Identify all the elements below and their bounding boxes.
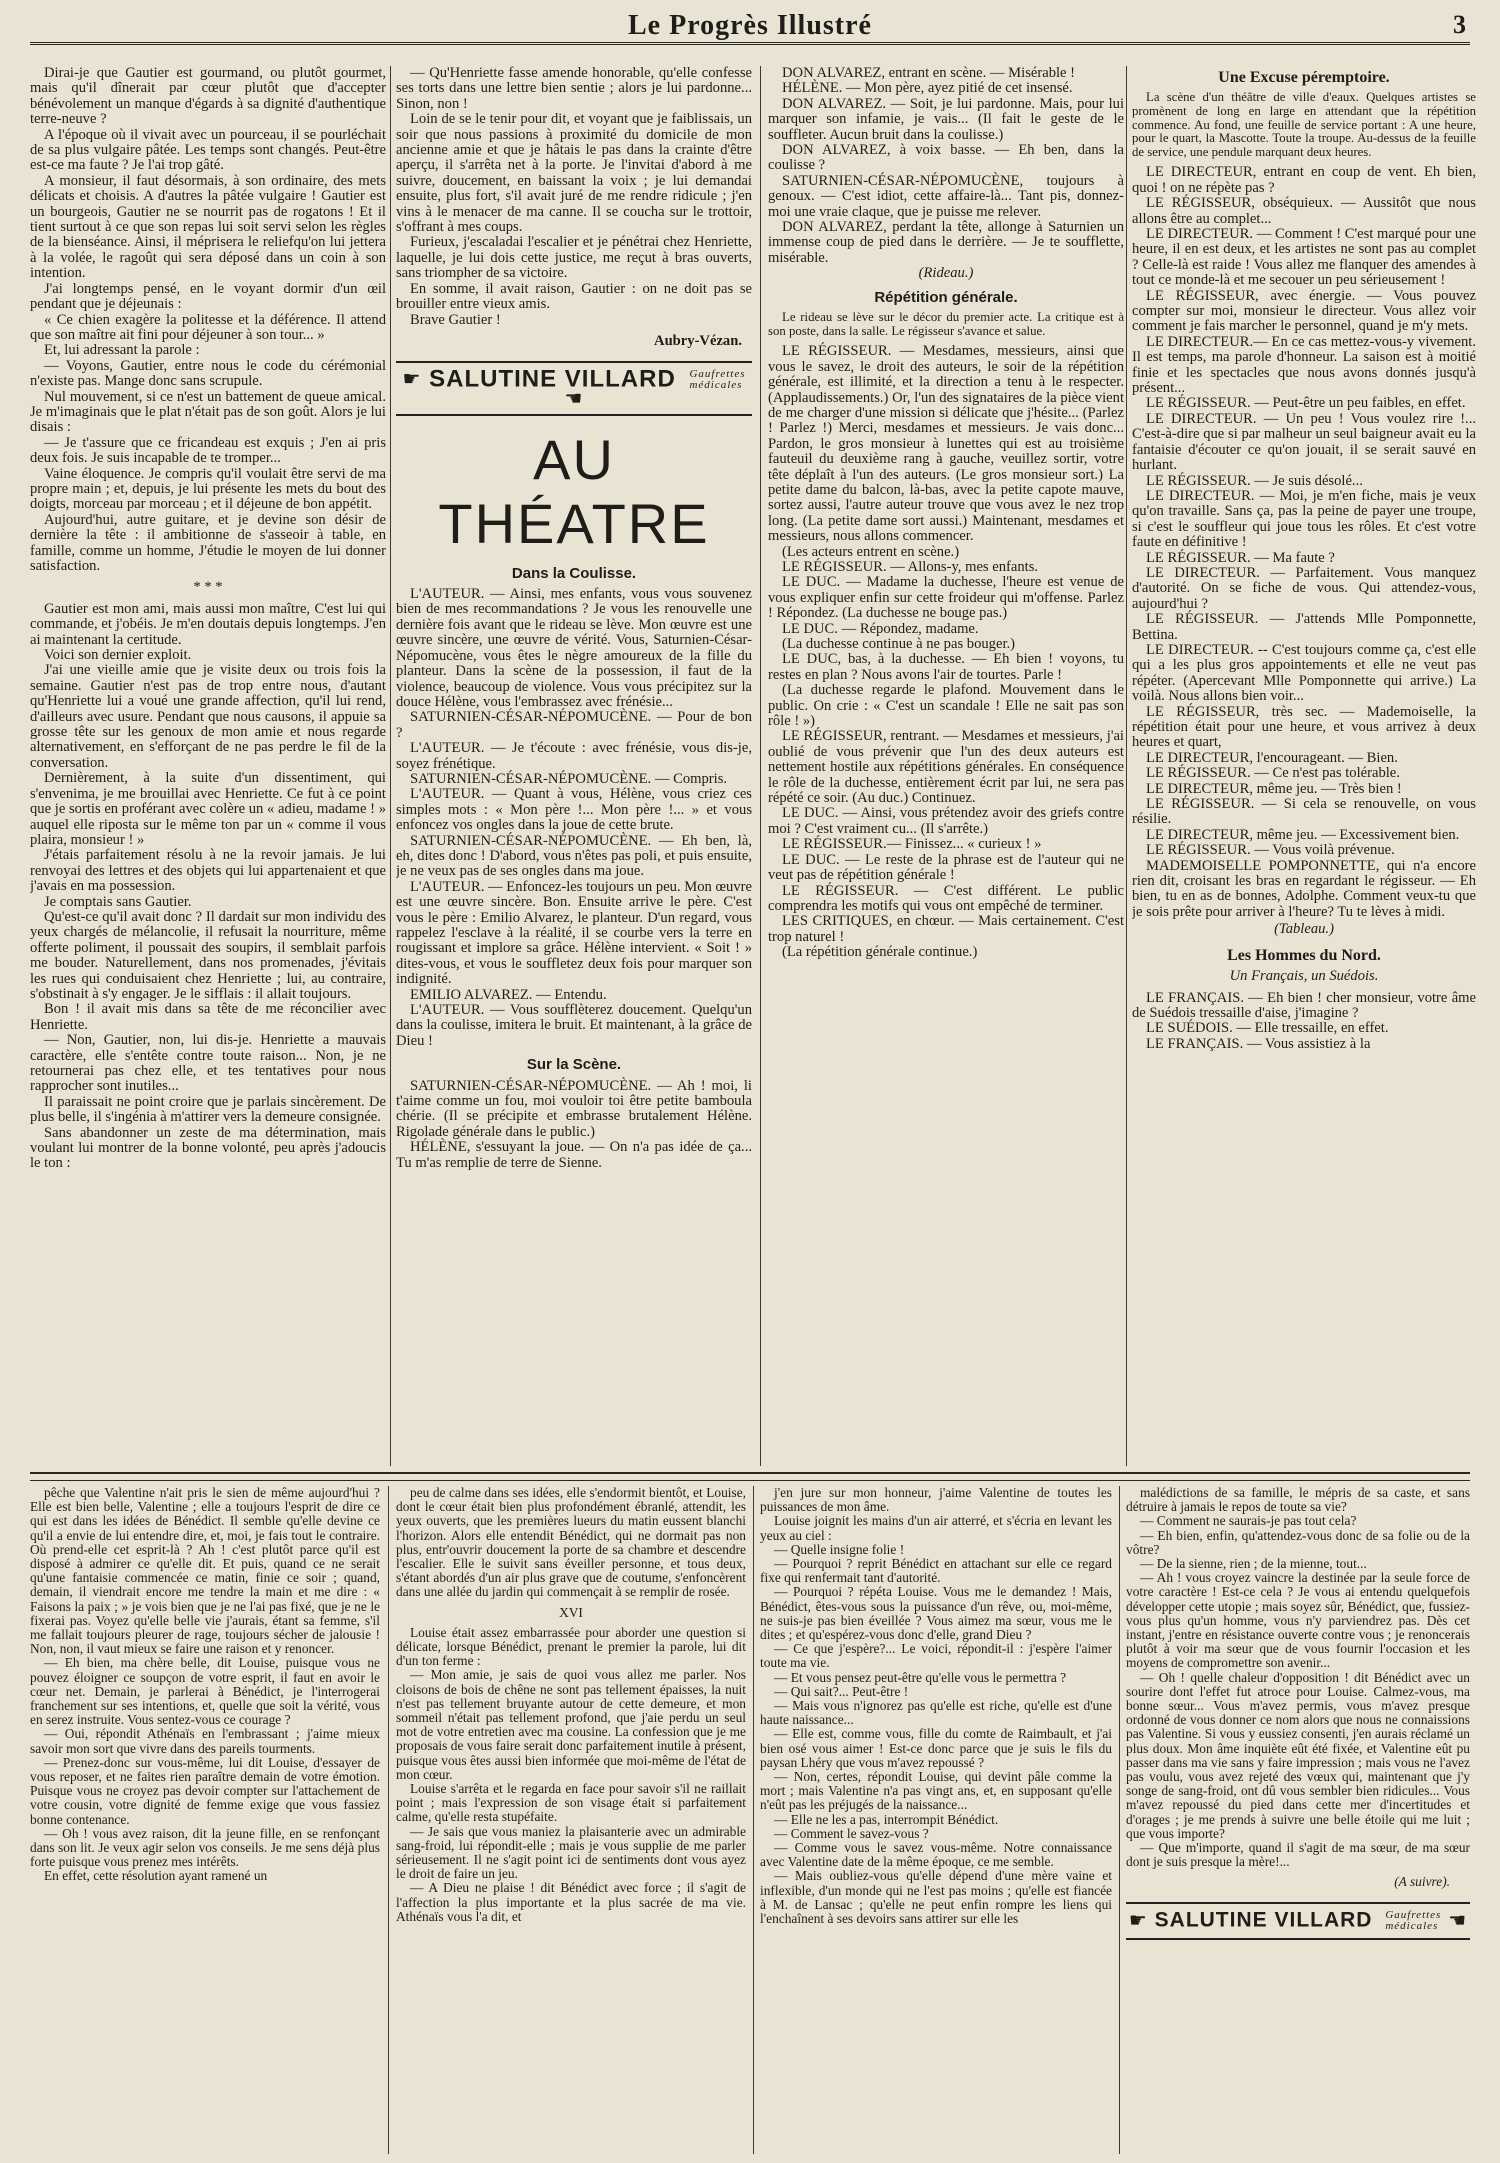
paragraph: MADEMOISELLE POMPONNETTE, qui n'a encore rien dit, croisant les bras en regardant le régisseur. — Eh bien, tu en as de bonnes, Adolphe. Comment veux-tu que je sois prête pour arriver à l'heure? Tu te lèves à midi.: [1132, 857, 1476, 920]
paragraph: — Eh bien, enfin, qu'attendez-vous donc de sa folie ou de la vôtre?: [1126, 1527, 1470, 1557]
section-heading-scene: Sur la Scène.: [526, 1056, 622, 1074]
paragraph: DON ALVAREZ, entrant en scène. — Misérable !: [782, 66, 1076, 81]
paragraph: DON ALVAREZ. — Soit, je lui pardonne. Mais, pour lui marquer son infamie, je vais... (Il fait le geste de le souffleter. Aucun bruit dans la coulisse.): [768, 95, 1124, 143]
paragraph: LE RÉGISSEUR. — C'est différent. Le public comprendra les motifs qui vous ont empêché de terminer.: [768, 882, 1124, 914]
paragraph: L'AUTEUR. — Je t'écoute : avec frénésie, vous dis-je, soyez frénétique.: [396, 740, 752, 772]
paragraph: LE DUC, bas, à la duchesse. — Eh bien ! voyons, tu restes en plan ? Nous avons l'air de tourtes. Parle !: [768, 651, 1124, 683]
ad-sub2: médicales: [689, 379, 743, 392]
gautier-story-part1: [30, 66, 386, 574]
paragraph: En somme, il avait raison, Gautier : on ne doit pas se brouiller entre vieux amis.: [396, 280, 752, 313]
feuilleton-text-2b: [396, 1626, 746, 1924]
nord-subtitle: Un Français, un Suédois.: [1229, 968, 1379, 985]
paragraph: — Mais oubliez-vous qu'elle dépend d'une mère vaine et inflexible, d'un monde qui ne l'est pas moins ; qu'elle est fiancée à M. de Lansac ; qu'elle ne peut enfin rompre les liens qui l'enchaînent à ses devoirs sans attirer sur elle les: [760, 1868, 1112, 1927]
paragraph: pêche que Valentine n'ait pris le sien de même aujourd'hui ? Elle est bien belle, Valentine ; elle a toujours l'esprit de dire ce qui est dans les idées de Bénédict. Il semble qu'elle devine ce qu'il a envie de lui entendre dire, et, moi, je fais tout le contraire. Où prend-elle cet esprit-là ? Ah ! c'est plutôt parce qu'il est disposé à admirer ce qu'elle dit. Et puis, quand ce ne serait qu'une fantaisie commencée ce matin, finie ce soir ; quand, demain, il viendrait encore me tendre la main et me dire : « Faisons la paix ; » je vois bien que je ne l'ai pas fixé, que je ne le fixerai pas. Voyez qu'elle belle vie j'aurais, étant sa femme, s'il me fallait toujours pleurer de rage, toujours sécher de jalousie ! Non, non, il vaut mieux se faire une raison et y renoncer.: [30, 1486, 380, 1657]
feuilleton-text-3: [760, 1486, 1112, 1926]
paragraph: DON ALVAREZ, perdant la tête, allonge à Saturnien un immense coup de pied dans le derrière. — Je te soufflette, misérable.: [768, 219, 1124, 266]
paragraph: LE RÉGISSEUR.— Finissez... « curieux ! »: [782, 836, 1042, 853]
feuilleton-column-1: [30, 1486, 380, 2154]
paragraph: Et, lui adressant la parole :: [44, 342, 200, 359]
paragraph: A monsieur, il faut désormais, à son ordinaire, des mets délicats et choisis. A d'autres la pâtée vulgaire ! Gautier est un bourgeois, Gautier ne se nourrit pas de rogatons ! Et il tient surtout à ce que son repas lui soit servi selon les règles de la bienséance. Ainsi, il méprisera le reliefqu'on lui jettera à la volée, le ragoût qui sera déposé dans un coin à son intention.: [30, 172, 386, 282]
paragraph: — Je sais que vous maniez la plaisanterie avec un admirable sang-froid, lui répondit-elle ; mais je vous supplie de me parler sérieusement. Il ne s'agit point ici de sentiments dont vous ayez le droit de faire un jeu.: [396, 1823, 746, 1882]
paragraph: malédictions de sa famille, le mépris de sa caste, et sans détruire à jamais le repos de toute sa vie?: [1126, 1486, 1470, 1515]
ad-sub1: Gaufrettes: [1385, 1908, 1442, 1921]
ad-brand: SALUTINE VILLARD: [1154, 1908, 1373, 1932]
tableau-note: (Tableau.): [1274, 921, 1334, 938]
page-number: 3: [1453, 10, 1466, 39]
ad-subtitle: [689, 369, 745, 391]
paragraph: — Elle ne les a pas, interrompit Bénédict.: [774, 1811, 999, 1827]
paragraph: HÉLÈNE. — Mon père, ayez pitié de cet insensé.: [782, 80, 1073, 97]
paragraph: DON ALVAREZ, à voix basse. — Eh ben, dans la coulisse ?: [768, 142, 1124, 174]
paragraph: — Prenez-donc sur vous-même, lui dit Louise, d'essayer de vous reposer, et ne faites rien paraître demain de votre émotion. Puisque vous ne croyez pas devoir compter sur l'attachement de votre cousin, votre dignité de femme exige que vous fassiez bonne contenance.: [30, 1754, 380, 1827]
paragraph: — Elle est, comme vous, fille du comte de Raimbault, et j'ai bien osé vous aimer ! Est-ce donc parce que je suis le fils du paysan Lhéry que vous m'avez repoussé ?: [760, 1726, 1112, 1770]
coulisse-dialog: [396, 587, 752, 1049]
paragraph: « Ce chien exagère la politesse et la déférence. Il attend que son maître ait fini pour déjeuner à son tour... »: [30, 311, 386, 343]
paragraph: LE RÉGISSEUR, rentrant. — Mesdames et messieurs, j'ai oublié de vous prévenir que l'un des deux auteurs est nettement hostile aux répétitions générales. En conséquence le rôle de la duchesse, entièrement écrit par lui, ne sera pas répété ce soir. (Au duc.) Continuez.: [768, 728, 1124, 807]
paragraph: Dernièrement, à la suite d'un dissentiment, qui s'envenima, je me brouillai avec Henriette. Ce fut à ce point que je sortis en proférant avec colère un « adieu, madame ! » auquel elle riposta sur le même ton par un « comme il vous plaira, monsieur ! »: [30, 770, 386, 848]
column-1: [30, 66, 386, 1466]
paragraph: LE DIRECTEUR, même jeu. — Très bien !: [1146, 780, 1402, 797]
column-3: [768, 66, 1124, 1466]
paragraph: — De la sienne, rien ; de la mienne, tout...: [1140, 1556, 1367, 1572]
newspaper-title: Le Progrès Illustré: [628, 10, 872, 41]
paragraph: LE RÉGISSEUR. — Ma faute ?: [1146, 549, 1335, 566]
paragraph: — Pourquoi ? répéta Louise. Vous me le demandez ! Mais, Bénédict, êtes-vous sous la puissance d'un rêve, ou, moi-même, ne suis-je pas bien éveillée ? Vous aimez ma sœur, vous me le dites ; et qu'espérez-vous donc d'elle, grand Dieu ?: [760, 1584, 1112, 1643]
paragraph: SATURNIEN-CÉSAR-NÉPOMUCÈNE. — Ah ! moi, li t'aime comme un fou, moi vouloir toi être petite bamboula chérie. (Il se précipite et embrasse brutalement Hélène. Rigolade générale dans le public.): [396, 1077, 752, 1140]
pointing-hand-icon: ☛: [402, 368, 422, 391]
paragraph: Nul mouvement, si ce n'est un battement de queue amical. Je m'imaginais que le plat n'était pas de son goût. Alors je lui disais :: [30, 388, 386, 436]
paragraph: — Oui, répondit Athénaïs en l'embrassant ; j'aime mieux savoir mon sort que vivre dans des pareils tourments.: [30, 1726, 380, 1756]
column-rule: [753, 1486, 754, 2154]
paragraph: — Ah ! vous croyez vaincre la destinée par la seule force de votre caractère ! Est-ce cela ? Je vous ai entendu quelquefois développer cette utopie ; mais soyez sûr, Bénédict, que, fussiez-vous plus qu'un homme, vous n'y parviendrez pas. Dès cet instant, j'entre en résistance ouverte contre vous ; je renoncerais plutôt à voir ma sœur que de vous fournir l'occasion et les moyens de compromettre son avenir...: [1126, 1570, 1470, 1671]
paragraph: — A Dieu ne plaise ! dit Bénédict avec force ; il s'agit de l'affection la plus importante et la plus sacrée de ma vie. Athénaïs vous l'a dit, et: [396, 1880, 746, 1924]
repetition-intro: Le rideau se lève sur le décor du premier acte. La critique est à son poste, dans la salle. Le régisseur s'avance et salue.: [768, 310, 1124, 338]
paragraph: Qu'est-ce qu'il avait donc ? Il dardait sur mon individu des yeux chargés de mélancolie, il refusait la nourriture, même offerte poliment, il poussait des soupirs, il semblait parfois me bouder. Naturellement, dans nos promenades, j'évitais les rues qui conduisaient chez Henriette ; lui, au contraire, s'obstinait à s'y engager. Je le sifflais : il allait toujours.: [30, 908, 386, 1002]
paragraph: LE RÉGISSEUR. — Peut-être un peu faibles, en effet.: [1146, 395, 1466, 412]
paragraph: (La répétition générale continue.): [782, 944, 978, 961]
paragraph: Bon ! il avait mis dans sa tête de me réconcilier avec Henriette.: [30, 1001, 386, 1033]
section-stars: * * *: [193, 579, 223, 596]
paragraph: HÉLÈNE, s'essuyant la joue. — On n'a pas idée de ça... Tu m'as remplie de terre de Sienne.: [396, 1139, 752, 1171]
paragraph: — Oh ! vous avez raison, dit la jeune fille, en se renfonçant dans son lit. Je veux agir selon vos conseils. Je me sens déjà plus forte puisque vous prenez mes intérêts.: [30, 1825, 380, 1870]
rideau-note: (Rideau.): [918, 265, 974, 282]
masthead: [30, 6, 1470, 45]
column-rule: [760, 66, 761, 1466]
paragraph: LE DUC. — Madame la duchesse, l'heure est venue de vous expliquer enfin sur cette froideur qui m'offense. Parlez ! Répondez. (La duchesse ne bouge pas.): [768, 574, 1124, 622]
paragraph: LE RÉGISSEUR, très sec. — Mademoiselle, la répétition était pour une heure, et vous arrivez à deux heures et quart,: [1132, 703, 1476, 751]
paragraph: LE DIRECTEUR. — Un peu ! Vous voulez rire !... C'est-à-dire que si par malheur un seul baigneur avait eu la fantaisie d'écouter ce qu'on jouait, il se serait sauvé en hurlant.: [1132, 410, 1476, 474]
section-heading-repetition: Répétition générale.: [874, 288, 1018, 306]
paragraph: LE RÉGISSEUR. — Ce n'est pas tolérable.: [1146, 765, 1400, 782]
column-4: [1132, 66, 1476, 1466]
paragraph: LE RÉGISSEUR. — Si cela se renouvelle, on vous résilie.: [1132, 796, 1476, 828]
paragraph: Louise était assez embarrassée pour aborder une question si délicate, lorsque Bénédict, prenant le premier la parole, lui dit d'un ton ferme :: [396, 1624, 746, 1669]
paragraph: Gautier est mon ami, mais aussi mon maître, C'est lui qui commande, et j'obéis. Je m'en doutais depuis longtemps. J'en ai maintenant la certitude.: [30, 600, 386, 648]
paragraph: (Les acteurs entrent en scène.): [782, 543, 960, 560]
scene-dialog-cont: [768, 66, 1124, 266]
paragraph: — Ce que j'espère?... Le voici, répondit-il : j'espère l'aimer toute ma vie.: [760, 1641, 1112, 1671]
paragraph: — Mon amie, je sais de quoi vous allez me parler. Nos cloisons de bois de chêne ne sont pas tellement épaisses, la nuit n'est pas tellement bruyante autour de cette demeure, et mon sommeil n'était pas tellement profond, que j'aie perdu un seul mot de votre entretien avec ma cousine. La confession que je me proposais de vous faire serait donc parfaitement inutile à présent, puisque vous êtes aussi bien informée que moi-même de l'état de mon cœur.: [396, 1667, 746, 1782]
paragraph: J'ai longtemps pensé, en le voyant dormir d'un œil pendant que je déjeunais :: [30, 280, 386, 313]
paragraph: LE RÉGISSEUR, avec énergie. — Vous pouvez compter sur moi, monsieur le directeur. Vous allez voir comment je fais marcher le personnel, quand je m'y mets.: [1132, 287, 1476, 335]
paragraph: LE RÉGISSEUR. — Mesdames, messieurs, ainsi que vous le savez, le droit des auteurs, le soir de la répétition générale, est illimité, et la direction a tenu à le respecter. (Applaudissements.) Or, l'un des signataires de la pièce vient de me charger d'une mission si délicate que j'hésite... (Parlez ! Parlez !) Merci, mesdames et messieurs. Je vais donc... Pardon, le gros monsieur à lunettes qui est au troisième fauteuil du deuxième rang à gauche, veuillez sortir, votre tête déplaît à l'un des auteurs. (Le gros monsieur sort.) La petite dame du balcon, là-bas, avec la petite capote mauve, sortez aussi, l'autre auteur trouve que vous avez le nez trop long. (La petite dame sort aussi.) Maintenant, mesdames et messieurs, nous allons commencer.: [768, 343, 1124, 545]
paragraph: J'ai une vieille amie que je visite deux ou trois fois la semaine. Gautier n'est pas de trop entre nous, d'autant qu'Henriette lui a voué une grande affection, qu'il lui rend, d'ailleurs avec usure. Pendant que nous causons, il appuie sa grosse tête sur les genoux de mon amie et nous regarde alternativement, en s'efforçant de ne pas perdre le fil de la conversation.: [30, 662, 386, 771]
ad-subtitle: [1385, 1910, 1441, 1932]
ad-sub2: médicales: [1385, 1919, 1439, 1932]
paragraph: LE DIRECTEUR.— En ce cas mettez-vous-y vivement. Il est temps, ma parole d'honneur. La saison est à moitié finie et les spectacles que nous avons donnés jusqu'à présent...: [1132, 333, 1476, 397]
paragraph: L'AUTEUR. — Ainsi, mes enfants, vous vous souvenez bien de mes recommandations ? Je vous les renouvelle une dernière fois avant que le rideau se lève. Mon œuvre est une œuvre sincère, une œuvre de vérité. Vous, Saturnien-César-Népomucène, vous êtes le nègre amoureux de la fille du planteur. Dans la scène de la possession, il faut de la violence, beaucoup de violence. Vous vous précipitez sur la douce Hélène, vous l'embrassez avec frénésie...: [396, 586, 752, 710]
paragraph: L'AUTEUR. — Vous soufflèterez doucement. Quelqu'un dans la coulisse, imitera le bruit. Et maintenant, à la grâce de Dieu !: [396, 1002, 752, 1049]
salutine-ad-bottom: [1126, 1902, 1470, 1940]
paragraph: — Qui sait?... Peut-être !: [774, 1683, 909, 1699]
paragraph: LE DIRECTEUR. — Moi, je m'en fiche, mais je veux qu'on travaille. Sans ça, pas la peine de payer une troupe, si c'est le souffleur qui joue tous les rôles. Et c'est votre faute en définitive !: [1132, 487, 1476, 551]
ad-brand: SALUTINE VILLARD: [429, 365, 676, 393]
paragraph: — Non, Gautier, non, lui dis-je. Henriette a mauvais caractère, elle s'entête contre toute raison... Non, je ne retournerai pas chez elle, et tes tentatives pour nous rapprocher sont inutiles...: [30, 1032, 386, 1095]
paragraph: SATURNIEN-CÉSAR-NÉPOMUCÈNE. — Eh ben, là, eh, dites donc ! D'abord, vous n'êtes pas poli, et puis ensuite, je ne veux pas de ses ongles dans ma joue.: [396, 832, 752, 880]
paragraph: — Comme vous le savez vous-même. Notre connaissance avec Valentine date de la même époque, ce me semble.: [760, 1840, 1112, 1870]
paragraph: LE DIRECTEUR. — Parfaitement. Vous manquez d'autorité. On se fiche de vous. Qui attendez-vous, aujourd'hui ?: [1132, 564, 1476, 612]
feuilleton-text-4: [1126, 1486, 1470, 1869]
paragraph: — Et vous pensez peut-être qu'elle vous le permettra ?: [774, 1669, 1067, 1685]
paragraph: peu de calme dans ses idées, elle s'endormit bientôt, et Louise, dont le cœur était bien plus profondément ébranlé, attendit, les yeux ouverts, que les premières lueurs du matin eussent blanchi l'horizon. Alors elle entendit Bénédict, qui ne dormait pas non plus, entr'ouvrir doucement la porte de sa chambre et descendre l'escalier. Elle le suivit sans éveiller personne, et tous deux, s'étant abordés d'un air plus grave que de coutume, s'enfoncèrent dans une allée du jardin qui commençait à se remplir de rosée.: [396, 1486, 746, 1600]
paragraph: LE DIRECTEUR, l'encourageant. — Bien.: [1146, 749, 1398, 766]
paragraph: Loin de se le tenir pour dit, et voyant que je faiblissais, un soir que nous passions à proximité du domicile de mon ancienne amie et que je hâtais le pas dans la crainte d'être aperçu, il s'arrêta net à la porte. Je l'invitai d'abord à me suivre, doucement, en baissant la voix ; je lui demandai ensuite, plus fort, s'il avait juré de me rendre ridicule ; j'en vins à le menacer de ma canne. Il se coucha sur le trottoir, s'offrant à mes coups.: [396, 111, 752, 236]
chapter-number: XVI: [559, 1604, 583, 1620]
repetition-dialog: [768, 344, 1124, 960]
paragraph: Aujourd'hui, autre guitare, et je devine son désir de dernière la tête : il ambitionne de s'asseoir à table, en famille, comme un homme, J'étudie le moyen de lui donner satisfaction.: [30, 511, 386, 574]
feuilleton-separator: [30, 1472, 1470, 1481]
gautier-story-end: [396, 66, 752, 328]
a-suivre: (A suivre).: [1394, 1874, 1450, 1890]
excuse-intro: La scène d'un théâtre de ville d'eaux. Quelques artistes se promènent de long en large en attendant que la répétition commence. Au fond, une feuille de service portant : A une heure, pour le quart, la Mascotte. Toute la troupe. Au-dessus de la feuille de service, une pendule marquant deux heures.: [1132, 90, 1476, 159]
paragraph: EMILIO ALVAREZ. — Entendu.: [410, 986, 607, 1003]
pointing-hand-icon: ☛: [1128, 1909, 1148, 1932]
paragraph: Dirai-je que Gautier est gourmand, ou plutôt gourmet, mais qu'il dînerait par cœur plutôt que d'accepter bénévolement un manque d'égards à sa dignité d'authentique terre-neuve ?: [30, 66, 386, 128]
paragraph: SATURNIEN-CÉSAR-NÉPOMUCÈNE. — Pour de bon ?: [396, 709, 752, 741]
paragraph: SATURNIEN-CÉSAR-NÉPOMUCÈNE, toujours à genoux. — C'est idiot, cette affaire-là... Tant pis, donnez-moi une vraie claque, que je puisse me relever.: [768, 172, 1124, 220]
paragraph: — Oh ! quelle chaleur d'opposition ! dit Bénédict avec un sourire dont l'effet fut atroce pour Louise. Calmez-vous, ma bonne sœur... Vous m'avez permis, vous m'avez presque ordonné de vous donner ce nom alors que nous ne connaissions pas Valentine. Si vous y eussiez consenti, j'en aurais réclamé un plus doux. Mon âme inquiète eût été fixée, et Valentine eût pu passer dans ma vie sans y faire impression ; mais vous ne l'avez pas voulu, vous avez rejeté des vœux qui, maintenant que j'y songe de sang-froid, ont dû vous sembler bien ridicules... Vous m'avez repoussé du pied dans cette mer d'incertitudes et d'orages ; je me prends à suivre une belle étoile qui me luit ; que vous importe?: [1126, 1669, 1470, 1841]
paragraph: L'AUTEUR. — Enfoncez-les toujours un peu. Mon œuvre est une œuvre sincère. Bon. Ensuite arrive le père. C'est vous le père : Emilio Alvarez, le planteur. D'un regard, vous rappelez l'esclave à la réalité, il se courbe vers la terre en rougissant et implore sa grâce. Hélène intervient. « Soit ! » dites-vous, et vous le souffletez deux fois pour marquer son indignité.: [396, 878, 752, 988]
paragraph: LE RÉGISSEUR, obséquieux. — Aussitôt que nous allons être au complet...: [1132, 195, 1476, 227]
paragraph: LES CRITIQUES, en chœur. — Mais certainement. C'est trop naturel !: [768, 913, 1124, 945]
paragraph: (La duchesse regarde le plafond. Mouvement dans le public. On crie : « C'est un scandale ! Elle ne sait pas son rôle ! »): [768, 682, 1124, 730]
paragraph: LE RÉGISSEUR. — Je suis désolé...: [1146, 472, 1363, 489]
section-heading-excuse: Une Excuse péremptoire.: [1218, 69, 1390, 86]
paragraph: — Comment le savez-vous ?: [774, 1825, 929, 1841]
paragraph: Furieux, j'escaladai l'escalier et je pénétrai chez Henriette, laquelle, je lui dois cette justice, me reçut à bras ouverts, sans triompher de sa victoire.: [396, 234, 752, 282]
paragraph: Sans abandonner un zeste de ma détermination, mais voulant lui montrer de la bonne volonté, peu après j'adoucis le ton :: [30, 1124, 386, 1172]
pointing-hand-icon: ☚: [1448, 1909, 1468, 1932]
paragraph: — Quelle insigne folie !: [774, 1541, 905, 1557]
column-rule: [390, 66, 391, 1466]
column-2: [396, 66, 752, 1466]
feuilleton-text-2: [396, 1486, 746, 1600]
paragraph: — Je t'assure que ce fricandeau est exquis ; J'en ai pris deux fois. Je suis incapable de te tromper...: [30, 434, 386, 467]
excuse-dialog: [1132, 165, 1476, 920]
paragraph: LE DIRECTEUR. -- C'est toujours comme ça, c'est elle qui a les plus gros appointements et elle ne veut pas répéter. (Apercevant Mlle Pomponnette qui arrive.) La voilà. Nous allons bien voir...: [1132, 641, 1476, 705]
paragraph: Vaine éloquence. Je compris qu'il voulait être servi de ma propre main ; et, depuis, je lui présente les mets du bout des doigts, morceau par morceau ; et il déjeune de bon appétit.: [30, 465, 386, 513]
paragraph: LE DUC. — Le reste de la phrase est de l'auteur qui ne veut pas de répétition générale !: [768, 851, 1124, 884]
column-rule: [1126, 66, 1127, 1466]
paragraph: LE DIRECTEUR, même jeu. — Excessivement bien.: [1146, 826, 1460, 843]
nord-dialog: [1132, 991, 1476, 1053]
scene-dialog: [396, 1079, 752, 1171]
paragraph: — Pourquoi ? reprit Bénédict en attachant sur elle ce regard fixe qui renfermait tant d'autorité.: [760, 1556, 1112, 1586]
paragraph: — Voyons, Gautier, entre nous le code du cérémonial n'existe pas. Mange donc sans scrupule.: [30, 357, 386, 390]
paragraph: — Eh bien, ma chère belle, dit Louise, puisque vous ne pouvez éloigner ce soupçon de votre esprit, il faut en avoir le cœur net. Demain, je parlerai à Bénédict, je l'interrogerai franchement sur ses intentions, et, quelle que soit la vérité, vous en serez instruite. Vous sentez-vous ce courage ?: [30, 1655, 380, 1728]
paragraph: LE RÉGISSEUR. — Vous voilà prévenue.: [1146, 842, 1395, 859]
column-rule: [1119, 1486, 1120, 2154]
feuilleton-column-2: [396, 1486, 746, 2154]
paragraph: J'étais parfaitement résolu à ne la revoir jamais. Je lui renvoyai des lettres et des objets qui lui appartenaient et que j'avais en ma possession.: [30, 847, 386, 895]
paragraph: LE DIRECTEUR, entrant en coup de vent. Eh bien, quoi ! on ne répète pas ?: [1132, 164, 1476, 196]
paragraph: — Qu'Henriette fasse amende honorable, qu'elle confesse ses torts dans une lettre bien sentie ; alors je lui pardonne... Sinon, non !: [396, 66, 752, 112]
paragraph: Louise joignit les mains d'un air atterré, et s'écria en levant les yeux au ciel :: [760, 1513, 1112, 1543]
paragraph: LE RÉGISSEUR. — Allons-y, mes enfants.: [782, 558, 1039, 575]
paragraph: — Que m'importe, quand il s'agit de ma sœur, de ma sœur dont je suis presque la mère!...: [1126, 1840, 1470, 1870]
paragraph: Il paraissait ne point croire que je parlais sincèrement. De plus belle, il s'ingénia à m'attirer vers la demeure consignée.: [30, 1093, 386, 1126]
paragraph: LE FRANÇAIS. — Eh bien ! cher monsieur, votre âme de Suédois tressaille d'aise, j'imagine ?: [1132, 989, 1476, 1021]
gautier-story-part2: [30, 602, 386, 1172]
ad-sub1: Gaufrettes: [689, 368, 746, 381]
paragraph: LE SUÉDOIS. — Elle tressaille, en effet.: [1146, 1020, 1389, 1037]
paragraph: (La duchesse continue à ne pas bouger.): [782, 636, 1016, 652]
paragraph: — Mais vous n'ignorez pas qu'elle est riche, qu'elle est d'une haute naissance...: [760, 1698, 1112, 1728]
paragraph: En effet, cette résolution ayant ramené un: [44, 1868, 268, 1884]
paragraph: Je comptais sans Gautier.: [44, 893, 192, 910]
paragraph: A l'époque où il vivait avec un pourceau, il se pourléchait de sa plus vulgaire pâtée. Les temps sont changés. Peut-être est-ce ma faute ? Je l'ai trop gâté.: [30, 126, 386, 174]
paragraph: SATURNIEN-CÉSAR-NÉPOMUCÈNE. — Compris.: [410, 770, 728, 787]
paragraph: Louise s'arrêta et le regarda en face pour savoir s'il ne raillait point ; mais l'expression de son visage était si parfaitement calme, qu'elle resta stupéfaite.: [396, 1781, 746, 1825]
feuilleton-text-1: [30, 1486, 380, 1884]
feuilleton-column-3: [760, 1486, 1112, 2154]
column-rule: [388, 1486, 389, 2154]
feuilleton-column-4: [1126, 1486, 1470, 2154]
paragraph: — Comment ne saurais-je pas tout cela?: [1140, 1513, 1357, 1529]
paragraph: LE DUC. — Répondez, madame.: [782, 620, 979, 637]
section-heading-coulisse: Dans la Coulisse.: [511, 564, 637, 582]
paragraph: L'AUTEUR. — Quant à vous, Hélène, vous criez ces simples mots : « Mon père !... Mon père !... » et vous enfoncez vos ongles dans la joue de cette brute.: [396, 786, 752, 834]
paragraph: — Non, certes, répondit Louise, qui devint pâle comme la mort ; mais Valentine n'a pas vingt ans, et, en supposant qu'elle n'eût pas les préjugés de la naissance...: [760, 1769, 1112, 1813]
paragraph: Voici son dernier exploit.: [44, 647, 192, 664]
paragraph: Brave Gautier !: [410, 311, 501, 328]
paragraph: j'en jure sur mon honneur, j'aime Valentine de toutes les puissances de mon âme.: [760, 1486, 1112, 1515]
pointing-hand-icon: ☚: [564, 388, 584, 411]
paragraph: LE RÉGISSEUR. — J'attends Mlle Pomponnette, Bettina.: [1132, 611, 1476, 643]
section-heading-nord: Les Hommes du Nord.: [1227, 946, 1381, 964]
paragraph: LE FRANÇAIS. — Vous assistiez à la: [1146, 1035, 1371, 1052]
paragraph: LE DUC. — Ainsi, vous prétendez avoir des griefs contre moi ? C'est vraiment cu... (Il s'arrête.): [768, 805, 1124, 837]
paragraph: LE DIRECTEUR. — Comment ! C'est marqué pour une heure, il en est deux, et les artistes ne sont pas au complet ? Celle-là est raide ! Vous allez me flanquer des amendes à tout ce monde-là et me secouer un peu sérieusement !: [1132, 226, 1476, 289]
salutine-ad: [396, 361, 752, 415]
author-signature: Aubry-Vézan.: [654, 332, 742, 349]
au-theatre-heading: AU THÉATRE: [438, 427, 710, 555]
